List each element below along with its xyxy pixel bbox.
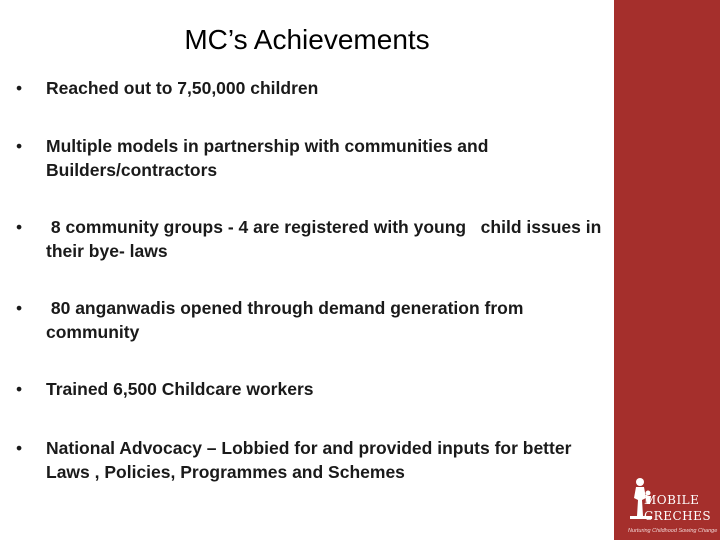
bullet-text: National Advocacy – Lobbied for and provided inputs for better Laws , Policies, Programmes and Schemes <box>46 438 572 482</box>
bullet-marker: • <box>16 379 23 399</box>
bullet-text: Reached out to 7,50,000 children <box>46 78 319 98</box>
bullet-item <box>16 76 606 100</box>
bullet-item <box>16 436 606 484</box>
bullet-text: Trained 6,500 Childcare workers <box>46 379 314 399</box>
bullet-marker: • <box>16 78 23 98</box>
bullet-text: 8 community groups - 4 are registered with young child issues in their bye- laws <box>46 217 607 261</box>
logo-tagline: Nurturing Childhood Sowing Change <box>628 528 718 534</box>
mobile-creches-logo <box>624 476 718 538</box>
bullet-marker: • <box>16 217 23 237</box>
side-accent-panel <box>614 0 720 540</box>
bullet-marker: • <box>16 136 23 156</box>
bullet-item <box>16 377 606 401</box>
slide-title: MC’s Achievements <box>184 24 430 55</box>
bullet-item <box>16 215 606 263</box>
bullet-text: 80 anganwadis opened through demand generation from community <box>46 298 529 342</box>
bullet-item <box>16 134 606 182</box>
bullet-marker: • <box>16 298 23 318</box>
bullet-text: Multiple models in partnership with communities and Builders/contractors <box>46 136 489 180</box>
logo-wordmark <box>644 492 711 524</box>
logo-line-2: CRECHES <box>644 509 712 523</box>
logo-line-1: MOBILE <box>644 493 700 507</box>
bullet-marker: • <box>16 438 23 458</box>
bullet-item <box>16 296 606 344</box>
